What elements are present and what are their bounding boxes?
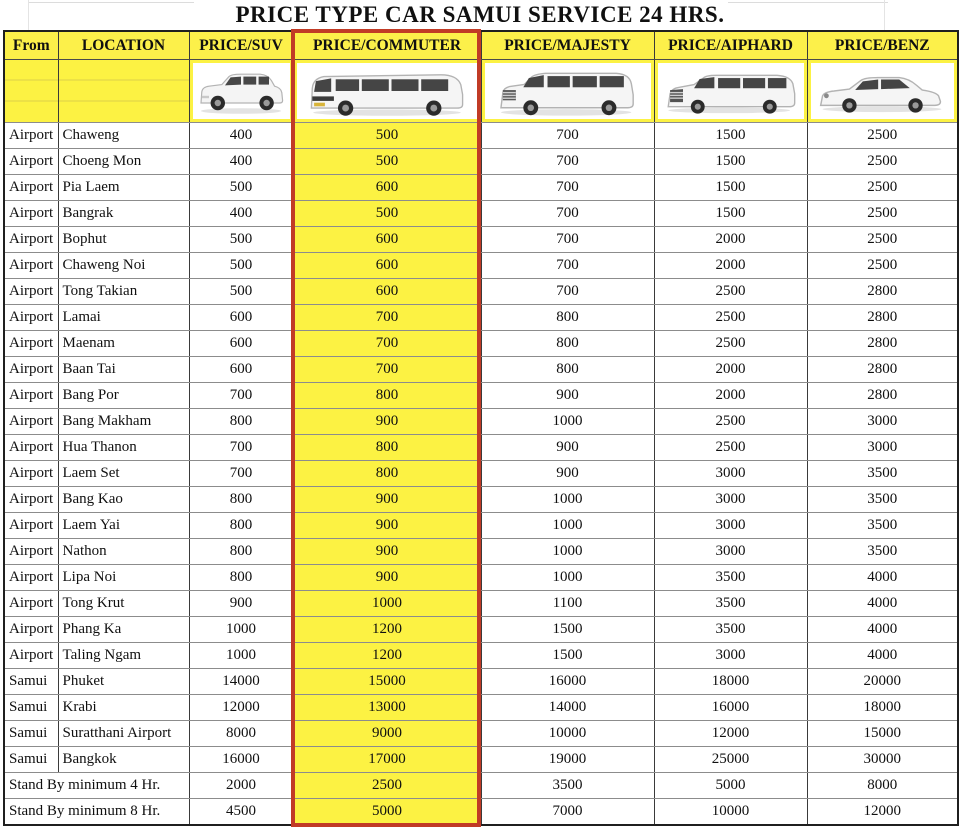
price-aiphard-cell: 3000: [654, 461, 807, 487]
price-majesty-cell: 700: [481, 201, 654, 227]
price-commuter-cell: 900: [293, 539, 481, 565]
price-commuter-cell: 17000: [293, 747, 481, 773]
price-suv-cell: 700: [189, 435, 293, 461]
price-commuter-cell: 700: [293, 331, 481, 357]
from-cell: Airport: [4, 435, 58, 461]
price-aiphard-cell: 2000: [654, 383, 807, 409]
price-majesty-cell: 800: [481, 357, 654, 383]
empty-cell: [4, 60, 58, 123]
price-aiphard-cell: 1500: [654, 149, 807, 175]
location-cell: Bang Makham: [58, 409, 189, 435]
price-benz-cell: 2500: [807, 175, 958, 201]
benz-sedan-photo: [811, 63, 955, 119]
price-aiphard-cell: 2000: [654, 253, 807, 279]
price-commuter-cell: 900: [293, 409, 481, 435]
table-row: [4, 357, 958, 383]
location-cell: Lamai: [58, 305, 189, 331]
price-suv-cell: 14000: [189, 669, 293, 695]
price-majesty-cell: 1000: [481, 565, 654, 591]
table-row: [4, 123, 958, 149]
column-header-location: LOCATION: [58, 31, 189, 60]
column-header-price-commuter: PRICE/COMMUTER: [293, 31, 481, 60]
table-row: [4, 617, 958, 643]
price-benz-cell: 20000: [807, 669, 958, 695]
price-aiphard-cell: 2500: [654, 331, 807, 357]
location-cell: Chaweng Noi: [58, 253, 189, 279]
suv-car-image: [193, 65, 289, 117]
price-suv-cell: 1000: [189, 643, 293, 669]
location-cell: Suratthani Airport: [58, 721, 189, 747]
from-cell: Airport: [4, 201, 58, 227]
price-benz-cell: 2500: [807, 227, 958, 253]
price-commuter-cell: 700: [293, 357, 481, 383]
price-benz-cell: 2800: [807, 383, 958, 409]
from-cell: Airport: [4, 565, 58, 591]
price-suv-cell: 800: [189, 513, 293, 539]
alphard-van-image: [661, 67, 801, 115]
price-benz-cell: 3000: [807, 435, 958, 461]
location-cell: Chaweng: [58, 123, 189, 149]
price-majesty-cell: 1000: [481, 539, 654, 565]
price-aiphard-cell: 12000: [654, 721, 807, 747]
benz-image-cell: [807, 60, 958, 123]
location-cell: Tong Krut: [58, 591, 189, 617]
from-cell: Samui: [4, 695, 58, 721]
location-cell: Pia Laem: [58, 175, 189, 201]
price-commuter-cell: 500: [293, 201, 481, 227]
price-suv-cell: 700: [189, 383, 293, 409]
price-commuter-cell: 800: [293, 461, 481, 487]
header-row: [4, 31, 958, 60]
standby-label-cell: Stand By minimum 8 Hr.: [4, 799, 189, 826]
price-aiphard-cell: 2500: [654, 409, 807, 435]
from-cell: Airport: [4, 331, 58, 357]
price-majesty-cell: 1000: [481, 487, 654, 513]
price-benz-cell: 3500: [807, 513, 958, 539]
price-benz-cell: 15000: [807, 721, 958, 747]
price-majesty-cell: 700: [481, 175, 654, 201]
price-benz-cell: 8000: [807, 773, 958, 799]
table-row: [4, 721, 958, 747]
price-commuter-cell: 13000: [293, 695, 481, 721]
price-aiphard-cell: 18000: [654, 669, 807, 695]
price-suv-cell: 8000: [189, 721, 293, 747]
from-cell: Airport: [4, 305, 58, 331]
price-majesty-cell: 1000: [481, 409, 654, 435]
from-cell: Airport: [4, 617, 58, 643]
location-cell: Hua Thanon: [58, 435, 189, 461]
price-aiphard-cell: 3000: [654, 487, 807, 513]
benz-sedan-image: [813, 68, 951, 114]
price-suv-cell: 800: [189, 565, 293, 591]
price-aiphard-cell: 3500: [654, 591, 807, 617]
price-benz-cell: 3000: [807, 409, 958, 435]
price-majesty-cell: 700: [481, 227, 654, 253]
price-commuter-cell: 800: [293, 383, 481, 409]
price-suv-cell: 600: [189, 305, 293, 331]
price-suv-cell: 500: [189, 279, 293, 305]
table-row: [4, 279, 958, 305]
from-cell: Samui: [4, 747, 58, 773]
from-cell: Samui: [4, 721, 58, 747]
location-cell: Bang Kao: [58, 487, 189, 513]
price-aiphard-cell: 3500: [654, 617, 807, 643]
majesty-image-cell: [481, 60, 654, 123]
price-aiphard-cell: 5000: [654, 773, 807, 799]
price-commuter-cell: 700: [293, 305, 481, 331]
price-benz-cell: 2800: [807, 357, 958, 383]
price-suv-cell: 900: [189, 591, 293, 617]
price-majesty-cell: 900: [481, 435, 654, 461]
price-suv-cell: 500: [189, 227, 293, 253]
price-suv-cell: 1000: [189, 617, 293, 643]
background-gridline: [28, 0, 29, 30]
table-row: [4, 383, 958, 409]
price-aiphard-cell: 1500: [654, 175, 807, 201]
location-cell: Phang Ka: [58, 617, 189, 643]
table-row: [4, 253, 958, 279]
price-table-grid: [3, 30, 959, 826]
empty-cell: [58, 60, 189, 123]
table-row: [4, 201, 958, 227]
price-suv-cell: 400: [189, 201, 293, 227]
aiphard-image-cell: [654, 60, 807, 123]
location-cell: Bophut: [58, 227, 189, 253]
price-rows: [4, 123, 958, 826]
price-majesty-cell: 700: [481, 149, 654, 175]
alphard-van-photo: [658, 63, 804, 119]
price-commuter-cell: 600: [293, 253, 481, 279]
price-benz-cell: 4000: [807, 643, 958, 669]
price-benz-cell: 2500: [807, 123, 958, 149]
table-row: [4, 175, 958, 201]
price-aiphard-cell: 3500: [654, 565, 807, 591]
price-majesty-cell: 700: [481, 123, 654, 149]
price-suv-cell: 700: [189, 461, 293, 487]
price-aiphard-cell: 2500: [654, 305, 807, 331]
table-row: [4, 305, 958, 331]
from-cell: Airport: [4, 227, 58, 253]
column-header-price-majesty: PRICE/MAJESTY: [481, 31, 654, 60]
price-suv-cell: 400: [189, 123, 293, 149]
table-row: [4, 149, 958, 175]
commuter-image-cell: [293, 60, 481, 123]
location-cell: Bangrak: [58, 201, 189, 227]
price-majesty-cell: 7000: [481, 799, 654, 826]
price-benz-cell: 2500: [807, 201, 958, 227]
price-majesty-cell: 14000: [481, 695, 654, 721]
majesty-van-photo: [485, 63, 651, 119]
price-suv-cell: 4500: [189, 799, 293, 826]
price-commuter-cell: 600: [293, 227, 481, 253]
price-benz-cell: 2500: [807, 149, 958, 175]
from-cell: Airport: [4, 279, 58, 305]
price-benz-cell: 18000: [807, 695, 958, 721]
from-cell: Airport: [4, 383, 58, 409]
price-suv-cell: 800: [189, 409, 293, 435]
price-suv-cell: 500: [189, 253, 293, 279]
price-benz-cell: 12000: [807, 799, 958, 826]
table-row: [4, 227, 958, 253]
location-cell: Taling Ngam: [58, 643, 189, 669]
from-cell: Airport: [4, 461, 58, 487]
price-majesty-cell: 700: [481, 279, 654, 305]
price-suv-cell: 600: [189, 357, 293, 383]
price-aiphard-cell: 3000: [654, 513, 807, 539]
price-suv-cell: 500: [189, 175, 293, 201]
location-cell: Maenam: [58, 331, 189, 357]
price-majesty-cell: 700: [481, 253, 654, 279]
background-gridline: [28, 2, 194, 3]
price-benz-cell: 2800: [807, 331, 958, 357]
suv-image-cell: [189, 60, 293, 123]
from-cell: Airport: [4, 591, 58, 617]
background-gridline: [884, 0, 885, 30]
price-benz-cell: 2500: [807, 253, 958, 279]
column-header-price-benz: PRICE/BENZ: [807, 31, 958, 60]
location-cell: Baan Tai: [58, 357, 189, 383]
price-commuter-cell: 900: [293, 487, 481, 513]
from-cell: Airport: [4, 175, 58, 201]
price-aiphard-cell: 25000: [654, 747, 807, 773]
price-commuter-cell: 1200: [293, 643, 481, 669]
column-header-price-aiphard: PRICE/AIPHARD: [654, 31, 807, 60]
price-benz-cell: 4000: [807, 591, 958, 617]
price-commuter-cell: 15000: [293, 669, 481, 695]
price-aiphard-cell: 2000: [654, 227, 807, 253]
price-benz-cell: 4000: [807, 617, 958, 643]
location-cell: Bang Por: [58, 383, 189, 409]
from-cell: Airport: [4, 149, 58, 175]
price-majesty-cell: 1000: [481, 513, 654, 539]
location-cell: Krabi: [58, 695, 189, 721]
from-cell: Airport: [4, 643, 58, 669]
table-row: [4, 539, 958, 565]
from-cell: Airport: [4, 357, 58, 383]
price-majesty-cell: 1500: [481, 643, 654, 669]
price-commuter-cell: 1200: [293, 617, 481, 643]
background-gridline: [728, 2, 888, 3]
price-majesty-cell: 800: [481, 331, 654, 357]
price-commuter-cell: 500: [293, 149, 481, 175]
price-benz-cell: 2800: [807, 279, 958, 305]
price-commuter-cell: 600: [293, 175, 481, 201]
price-suv-cell: 12000: [189, 695, 293, 721]
price-benz-cell: 3500: [807, 461, 958, 487]
price-aiphard-cell: 3000: [654, 539, 807, 565]
table-row: [4, 435, 958, 461]
price-suv-cell: 16000: [189, 747, 293, 773]
price-majesty-cell: 10000: [481, 721, 654, 747]
price-majesty-cell: 1100: [481, 591, 654, 617]
majesty-van-image: [490, 64, 646, 118]
price-commuter-cell: 1000: [293, 591, 481, 617]
price-commuter-cell: 2500: [293, 773, 481, 799]
from-cell: Airport: [4, 513, 58, 539]
from-cell: Airport: [4, 123, 58, 149]
price-aiphard-cell: 1500: [654, 201, 807, 227]
price-aiphard-cell: 1500: [654, 123, 807, 149]
from-cell: Airport: [4, 409, 58, 435]
price-commuter-cell: 800: [293, 435, 481, 461]
location-cell: Laem Yai: [58, 513, 189, 539]
from-cell: Airport: [4, 253, 58, 279]
price-benz-cell: 2800: [807, 305, 958, 331]
price-suv-cell: 800: [189, 487, 293, 513]
location-cell: Bangkok: [58, 747, 189, 773]
location-cell: Phuket: [58, 669, 189, 695]
price-majesty-cell: 3500: [481, 773, 654, 799]
page-title: PRICE TYPE CAR SAMUI SERVICE 24 HRS.: [235, 2, 725, 27]
table-row: [4, 643, 958, 669]
price-suv-cell: 400: [189, 149, 293, 175]
price-majesty-cell: 19000: [481, 747, 654, 773]
price-suv-cell: 2000: [189, 773, 293, 799]
price-majesty-cell: 900: [481, 383, 654, 409]
price-commuter-cell: 5000: [293, 799, 481, 826]
table-row: [4, 409, 958, 435]
price-benz-cell: 3500: [807, 539, 958, 565]
standby-label-cell: Stand By minimum 4 Hr.: [4, 773, 189, 799]
price-aiphard-cell: 2500: [654, 279, 807, 305]
from-cell: Airport: [4, 487, 58, 513]
table-row: [4, 331, 958, 357]
price-benz-cell: 4000: [807, 565, 958, 591]
price-aiphard-cell: 3000: [654, 643, 807, 669]
price-aiphard-cell: 10000: [654, 799, 807, 826]
price-suv-cell: 800: [189, 539, 293, 565]
commuter-van-image: [299, 64, 475, 118]
price-majesty-cell: 900: [481, 461, 654, 487]
location-cell: Choeng Mon: [58, 149, 189, 175]
standby-row: [4, 773, 958, 799]
column-header-from: From: [4, 31, 58, 60]
from-cell: Airport: [4, 539, 58, 565]
table-row: [4, 669, 958, 695]
from-cell: Samui: [4, 669, 58, 695]
price-aiphard-cell: 2000: [654, 357, 807, 383]
table-row: [4, 513, 958, 539]
price-majesty-cell: 800: [481, 305, 654, 331]
table-row: [4, 487, 958, 513]
price-commuter-cell: 9000: [293, 721, 481, 747]
location-cell: Nathon: [58, 539, 189, 565]
price-benz-cell: 3500: [807, 487, 958, 513]
price-aiphard-cell: 16000: [654, 695, 807, 721]
price-commuter-cell: 600: [293, 279, 481, 305]
price-benz-cell: 30000: [807, 747, 958, 773]
location-cell: Tong Takian: [58, 279, 189, 305]
table-row: [4, 695, 958, 721]
vehicle-image-row: [4, 60, 958, 123]
price-commuter-cell: 900: [293, 565, 481, 591]
suv-photo: [193, 63, 290, 119]
standby-row: [4, 799, 958, 826]
table-row: [4, 747, 958, 773]
price-majesty-cell: 1500: [481, 617, 654, 643]
price-aiphard-cell: 2500: [654, 435, 807, 461]
column-header-price-suv: PRICE/SUV: [189, 31, 293, 60]
commuter-van-photo: [297, 63, 478, 119]
table-row: [4, 591, 958, 617]
location-cell: Laem Set: [58, 461, 189, 487]
location-cell: Lipa Noi: [58, 565, 189, 591]
table-row: [4, 461, 958, 487]
price-majesty-cell: 16000: [481, 669, 654, 695]
table-row: [4, 565, 958, 591]
price-commuter-cell: 500: [293, 123, 481, 149]
price-table: [3, 30, 957, 826]
price-suv-cell: 600: [189, 331, 293, 357]
price-commuter-cell: 900: [293, 513, 481, 539]
